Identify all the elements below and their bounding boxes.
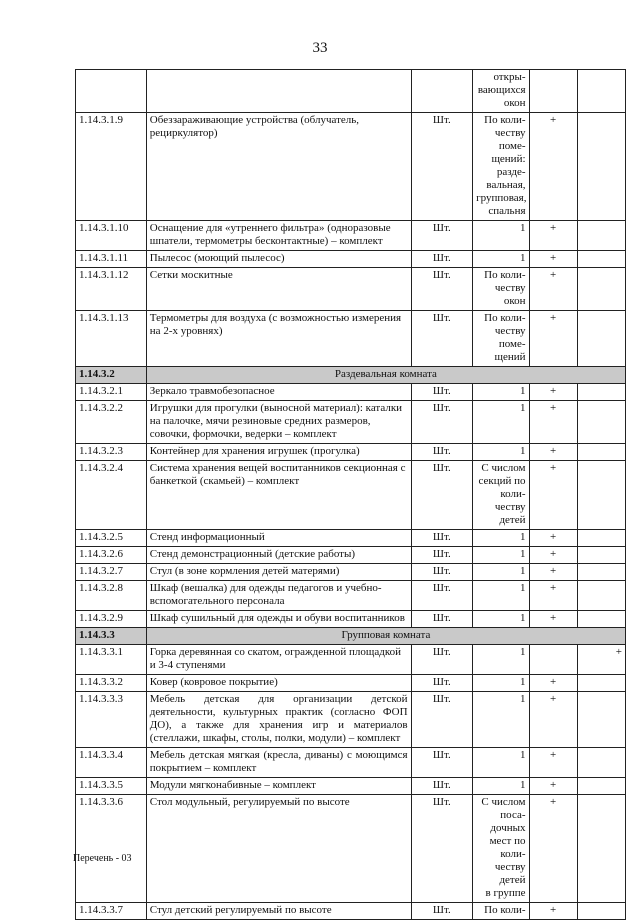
table-row bbox=[76, 645, 626, 675]
item-unit: Шт. bbox=[411, 444, 473, 461]
item-quantity: 1 bbox=[473, 692, 529, 748]
item-code: 1.14.3.3.5 bbox=[76, 778, 147, 795]
item-unit: Шт. bbox=[411, 675, 473, 692]
mark-column-a: + bbox=[529, 903, 577, 920]
table-row bbox=[76, 251, 626, 268]
item-code: 1.14.3.2.5 bbox=[76, 530, 147, 547]
table-row bbox=[76, 444, 626, 461]
item-name: Стенд демонстрационный (детские работы) bbox=[146, 547, 411, 564]
table-row bbox=[76, 70, 626, 113]
item-code: 1.14.3.1.12 bbox=[76, 268, 147, 311]
mark-column-a: + bbox=[529, 384, 577, 401]
item-code: 1.14.3.2.1 bbox=[76, 384, 147, 401]
item-unit: Шт. bbox=[411, 547, 473, 564]
item-code: 1.14.3.2.6 bbox=[76, 547, 147, 564]
mark-column-b bbox=[577, 444, 625, 461]
item-name: Шкаф (вешалка) для одежды педагогов и учебно-вспомогательного персонала bbox=[146, 581, 411, 611]
item-code: 1.14.3.3.1 bbox=[76, 645, 147, 675]
item-quantity: 1 bbox=[473, 645, 529, 675]
item-unit: Шт. bbox=[411, 692, 473, 748]
mark-column-a bbox=[529, 645, 577, 675]
mark-column-a: + bbox=[529, 675, 577, 692]
mark-column-a: + bbox=[529, 401, 577, 444]
mark-column-a: + bbox=[529, 530, 577, 547]
item-code: 1.14.3.1.10 bbox=[76, 221, 147, 251]
table-row bbox=[76, 611, 626, 628]
item-code bbox=[76, 70, 147, 113]
table-row bbox=[76, 581, 626, 611]
item-code: 1.14.3.2.8 bbox=[76, 581, 147, 611]
item-quantity: С числом поса- дочных мест по коли- честву детей в группе bbox=[473, 795, 529, 903]
item-quantity: 1 bbox=[473, 530, 529, 547]
item-name: Система хранения вещей воспитанников секционная с банкеткой (скамьей) – комплект bbox=[146, 461, 411, 530]
mark-column-a: + bbox=[529, 778, 577, 795]
item-quantity: 1 bbox=[473, 221, 529, 251]
item-quantity: 1 bbox=[473, 581, 529, 611]
table-row bbox=[76, 461, 626, 530]
mark-column-b bbox=[577, 70, 625, 113]
item-name: Контейнер для хранения игрушек (прогулка) bbox=[146, 444, 411, 461]
item-code: 1.14.3.3.6 bbox=[76, 795, 147, 903]
mark-column-b bbox=[577, 384, 625, 401]
mark-column-a: + bbox=[529, 113, 577, 221]
item-unit: Шт. bbox=[411, 221, 473, 251]
item-unit: Шт. bbox=[411, 530, 473, 547]
item-name: Шкаф сушильный для одежды и обуви воспитанников bbox=[146, 611, 411, 628]
table-row bbox=[76, 692, 626, 748]
item-unit: Шт. bbox=[411, 268, 473, 311]
item-unit: Шт. bbox=[411, 384, 473, 401]
mark-column-b: + bbox=[577, 645, 625, 675]
mark-column-a: + bbox=[529, 251, 577, 268]
mark-column-a: + bbox=[529, 547, 577, 564]
item-quantity: 1 bbox=[473, 547, 529, 564]
item-unit: Шт. bbox=[411, 311, 473, 367]
mark-column-a: + bbox=[529, 311, 577, 367]
item-unit: Шт. bbox=[411, 401, 473, 444]
item-unit: Шт. bbox=[411, 251, 473, 268]
item-name: Оснащение для «утреннего фильтра» (одноразовые шпатели, термометры бесконтактные) – комплект bbox=[146, 221, 411, 251]
mark-column-a: + bbox=[529, 461, 577, 530]
section-header-row bbox=[76, 367, 626, 384]
table-row bbox=[76, 748, 626, 778]
item-quantity: 1 bbox=[473, 401, 529, 444]
section-code: 1.14.3.3 bbox=[76, 628, 147, 645]
item-code: 1.14.3.2.3 bbox=[76, 444, 147, 461]
equipment-table bbox=[75, 69, 626, 920]
item-unit: Шт. bbox=[411, 581, 473, 611]
item-name: Зеркало травмобезопасное bbox=[146, 384, 411, 401]
item-quantity: По коли- честву окон bbox=[473, 268, 529, 311]
item-code: 1.14.3.2.4 bbox=[76, 461, 147, 530]
item-unit: Шт. bbox=[411, 645, 473, 675]
item-name: Мебель детская для организации детской деятельности, культурных практик (согласно ФОП ДО), а также для хранения игр и материалов (стеллажи, шкафы, столы, полки, модули) – комплект bbox=[146, 692, 411, 748]
item-unit: Шт. bbox=[411, 113, 473, 221]
item-quantity: По коли- честву поме- щений: разде- вальная, групповая, спальня bbox=[473, 113, 529, 221]
item-quantity: 1 bbox=[473, 444, 529, 461]
mark-column-a bbox=[529, 70, 577, 113]
item-code: 1.14.3.1.9 bbox=[76, 113, 147, 221]
mark-column-b bbox=[577, 221, 625, 251]
item-name: Стенд информационный bbox=[146, 530, 411, 547]
mark-column-b bbox=[577, 675, 625, 692]
item-name: Обеззараживающие устройства (облучатель, рециркулятор) bbox=[146, 113, 411, 221]
item-code: 1.14.3.3.3 bbox=[76, 692, 147, 748]
item-quantity: С числом секций по коли- честву детей bbox=[473, 461, 529, 530]
mark-column-a: + bbox=[529, 795, 577, 903]
item-name: Модули мягконабивные – комплект bbox=[146, 778, 411, 795]
item-quantity: 1 bbox=[473, 564, 529, 581]
mark-column-a: + bbox=[529, 564, 577, 581]
mark-column-a: + bbox=[529, 221, 577, 251]
item-name: Игрушки для прогулки (выносной материал): каталки на палочке, мячи резиновые средних размеров, совочки, формочки, ведерки – комплект bbox=[146, 401, 411, 444]
mark-column-b bbox=[577, 530, 625, 547]
mark-column-b bbox=[577, 461, 625, 530]
mark-column-b bbox=[577, 692, 625, 748]
item-code: 1.14.3.1.11 bbox=[76, 251, 147, 268]
footer-note: Перечень - 03 bbox=[73, 853, 132, 864]
page-number: 33 bbox=[312, 40, 328, 56]
table-row bbox=[76, 311, 626, 367]
item-name: Стул детский регулируемый по высоте bbox=[146, 903, 411, 920]
item-name: Горка деревянная со скатом, огражденной площадкой и 3-4 ступенями bbox=[146, 645, 411, 675]
item-name: Сетки москитные bbox=[146, 268, 411, 311]
table-row bbox=[76, 221, 626, 251]
table-row bbox=[76, 564, 626, 581]
item-code: 1.14.3.3.2 bbox=[76, 675, 147, 692]
item-name: Стол модульный, регулируемый по высоте bbox=[146, 795, 411, 903]
item-name bbox=[146, 70, 411, 113]
item-unit: Шт. bbox=[411, 778, 473, 795]
item-name: Ковер (ковровое покрытие) bbox=[146, 675, 411, 692]
mark-column-b bbox=[577, 795, 625, 903]
item-unit: Шт. bbox=[411, 748, 473, 778]
section-title: Групповая комната bbox=[146, 628, 625, 645]
item-unit: Шт. bbox=[411, 564, 473, 581]
mark-column-b bbox=[577, 251, 625, 268]
item-name: Мебель детская мягкая (кресла, диваны) с моющимся покрытием – комплект bbox=[146, 748, 411, 778]
mark-column-b bbox=[577, 581, 625, 611]
mark-column-b bbox=[577, 748, 625, 778]
item-unit: Шт. bbox=[411, 903, 473, 920]
mark-column-b bbox=[577, 778, 625, 795]
table-row bbox=[76, 530, 626, 547]
mark-column-b bbox=[577, 564, 625, 581]
mark-column-b bbox=[577, 547, 625, 564]
item-name: Термометры для воздуха (с возможностью измерения на 2-х уровнях) bbox=[146, 311, 411, 367]
item-quantity: 1 bbox=[473, 778, 529, 795]
table-row bbox=[76, 795, 626, 903]
mark-column-a: + bbox=[529, 611, 577, 628]
mark-column-b bbox=[577, 401, 625, 444]
item-unit: Шт. bbox=[411, 795, 473, 903]
item-quantity: откры- вающихся окон bbox=[473, 70, 529, 113]
table-row bbox=[76, 547, 626, 564]
item-quantity: По коли- bbox=[473, 903, 529, 920]
item-quantity: 1 bbox=[473, 251, 529, 268]
section-title: Раздевальная комната bbox=[146, 367, 625, 384]
mark-column-b bbox=[577, 268, 625, 311]
mark-column-b bbox=[577, 311, 625, 367]
table-row bbox=[76, 113, 626, 221]
item-code: 1.14.3.3.7 bbox=[76, 903, 147, 920]
item-quantity: 1 bbox=[473, 748, 529, 778]
mark-column-a: + bbox=[529, 444, 577, 461]
item-quantity: 1 bbox=[473, 675, 529, 692]
item-quantity: По коли- честву поме- щений bbox=[473, 311, 529, 367]
item-code: 1.14.3.2.2 bbox=[76, 401, 147, 444]
item-code: 1.14.3.3.4 bbox=[76, 748, 147, 778]
item-quantity: 1 bbox=[473, 611, 529, 628]
mark-column-b bbox=[577, 113, 625, 221]
table-row bbox=[76, 268, 626, 311]
item-unit: Шт. bbox=[411, 461, 473, 530]
table-row bbox=[76, 778, 626, 795]
item-code: 1.14.3.2.7 bbox=[76, 564, 147, 581]
item-code: 1.14.3.1.13 bbox=[76, 311, 147, 367]
item-quantity: 1 bbox=[473, 384, 529, 401]
mark-column-b bbox=[577, 611, 625, 628]
item-name: Пылесос (моющий пылесос) bbox=[146, 251, 411, 268]
item-code: 1.14.3.2.9 bbox=[76, 611, 147, 628]
table-row bbox=[76, 675, 626, 692]
table-row bbox=[76, 384, 626, 401]
item-unit: Шт. bbox=[411, 611, 473, 628]
section-header-row bbox=[76, 628, 626, 645]
mark-column-a: + bbox=[529, 268, 577, 311]
mark-column-a: + bbox=[529, 581, 577, 611]
item-name: Стул (в зоне кормления детей матерями) bbox=[146, 564, 411, 581]
mark-column-a: + bbox=[529, 692, 577, 748]
mark-column-a: + bbox=[529, 748, 577, 778]
item-unit bbox=[411, 70, 473, 113]
table-row bbox=[76, 903, 626, 920]
mark-column-b bbox=[577, 903, 625, 920]
section-code: 1.14.3.2 bbox=[76, 367, 147, 384]
table-row bbox=[76, 401, 626, 444]
